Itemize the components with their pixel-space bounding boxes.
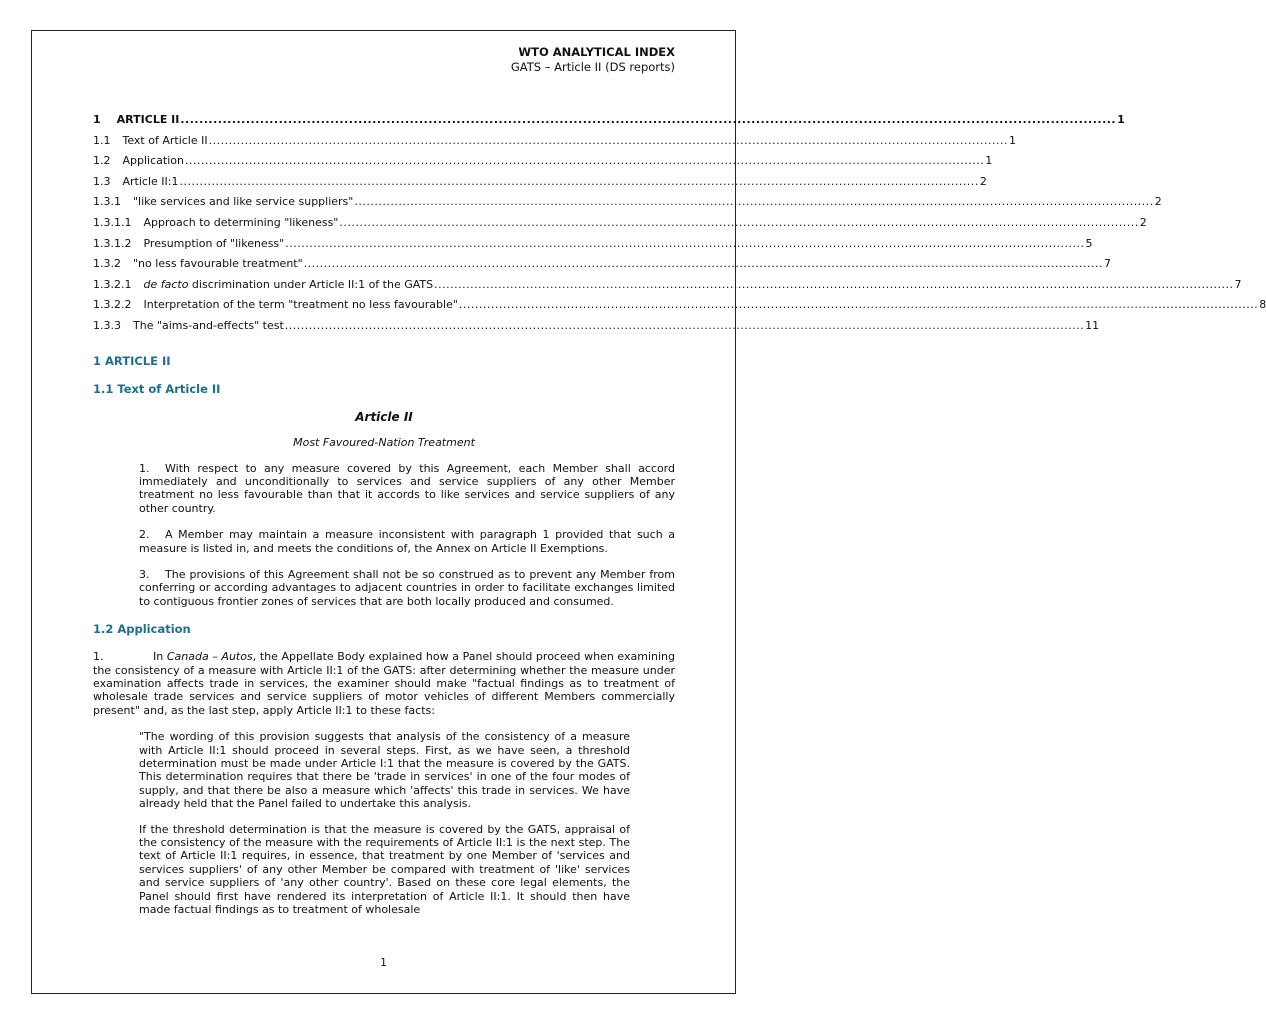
toc-entry[interactable] [93, 133, 1016, 155]
paragraph-text: A Member may maintain a measure inconsistent with paragraph 1 provided that such a measure is listed in, and meets the conditions of, the Annex on Article II Exemptions. [139, 528, 675, 555]
section-heading-text-of-article-ii: 1.1 Text of Article II [93, 381, 221, 396]
toc-entry-label [93, 113, 179, 126]
toc-entry-number: 1.1 [93, 133, 111, 147]
toc-entry[interactable] [93, 113, 1125, 134]
toc-entry-text: Interpretation of the term "treatment no less favourable" [143, 298, 458, 312]
toc-entry[interactable] [93, 215, 1147, 237]
toc-entry-text: ARTICLE II [116, 113, 180, 126]
toc-entry[interactable] [93, 174, 987, 196]
toc-entry-number: 1.3.1.1 [93, 215, 132, 229]
toc-entry-number: 1.3.2 [93, 257, 121, 271]
toc-entry-text: Article II:1 [122, 174, 179, 188]
toc-entry-number: 1.3.2.2 [93, 298, 132, 312]
block-quote-paragraph-2: If the threshold determination is that the measure is covered by the GATS, appraisal of the consistency of the measure with the requirements of Article II:1 is the next step. The text of Article II:1 requires, in essence, that treatment by one Member of 'services and services suppliers' of any other Member be compared with treatment of 'like' services and service suppliers of 'any other country'. Based on these core legal elements, the Panel should first have rendered its interpretation of Article II:1. It should then have made factual findings as to treatment of wholesale [139, 822, 630, 917]
toc-page-number: 1 [1008, 133, 1016, 147]
article-title: Article II [355, 409, 413, 424]
toc-dot-leader: ........................................................................................................................................................................................................ [285, 236, 1085, 250]
article-paragraph-2 [139, 528, 675, 555]
article-paragraph-3 [139, 568, 675, 608]
article-paragraph-1 [139, 462, 675, 516]
toc-page-number: 8 [1259, 298, 1266, 312]
toc-entry-text: The "aims-and-effects" test [133, 318, 284, 332]
toc-entry[interactable] [93, 236, 1093, 258]
toc-entry-text: discrimination under Article II:1 of the GATS [188, 277, 434, 291]
toc-page-number: 11 [1085, 318, 1100, 332]
paragraph-number: 1. [139, 461, 150, 475]
paragraph-text: With respect to any measure covered by this Agreement, each Member shall accord immediately and unconditionally to services and service suppliers of any other Member treatment no less favourable than that it accords to like services and service suppliers of any other country. [139, 461, 675, 515]
toc-entry-label [93, 298, 458, 311]
running-header [93, 45, 675, 75]
toc-dot-leader: ........................................................................................................................................................................................................ [303, 257, 1104, 271]
toc-entry[interactable] [93, 154, 993, 175]
toc-page-number: 7 [1104, 257, 1112, 271]
toc-entry-label [93, 175, 178, 188]
toc-entry-number: 1.3.1 [93, 195, 121, 209]
document-page [31, 30, 1266, 994]
section-heading-article-ii: 1 ARTICLE II [93, 353, 171, 368]
toc-entry[interactable] [93, 298, 1266, 319]
toc-page-number: 1 [1117, 113, 1125, 126]
toc-entry-label [93, 257, 303, 270]
paragraph-text: , the Appellate Body explained how a Panel should proceed when examining the consistency of a measure with Article II:1 of the GATS: after determining whether the measure under examination affects trade in services, the examiner should make "factual findings as to treatment of wholesale trade services and service suppliers of motor vehicles of different Members commercially present" and, as the last step, apply Article II:1 to these facts: [93, 650, 676, 717]
toc-page-number: 5 [1085, 236, 1093, 250]
paragraph-number: 1. [93, 650, 104, 664]
table-of-contents [93, 113, 1266, 340]
case-name: Canada – Autos [166, 650, 253, 664]
toc-entry-text: Presumption of "likeness" [143, 236, 285, 250]
toc-dot-leader: ........................................................................................................................................................................................................ [179, 174, 979, 188]
toc-dot-leader: ........................................................................................................................................................................................................ [339, 215, 1139, 229]
toc-page-number: 2 [979, 174, 987, 188]
toc-entry-number: 1.3.1.2 [93, 236, 132, 250]
toc-entry-number: 1 [93, 113, 101, 126]
toc-entry-number: 1.2 [93, 154, 111, 168]
toc-dot-leader: ........................................................................................................................................................................................................ [284, 318, 1085, 332]
toc-dot-leader: ........................................................................................................................................................................................................ [180, 113, 1117, 126]
toc-entry-text: Approach to determining "likeness" [143, 215, 339, 229]
page-number: 1 [380, 956, 387, 969]
toc-entry-text: "like services and like service suppliers" [133, 195, 354, 209]
toc-dot-leader: ........................................................................................................................................................................................................ [458, 298, 1259, 312]
toc-entry[interactable] [93, 195, 1162, 216]
page-content [93, 45, 1266, 917]
article-subtitle: Most Favoured-Nation Treatment [293, 435, 475, 449]
toc-page-number: 1 [985, 154, 993, 168]
toc-entry-number: 1.3 [93, 174, 111, 188]
toc-entry-label [93, 216, 338, 229]
toc-entry-text: Application [122, 154, 184, 168]
toc-entry-italic-text: de facto [143, 277, 189, 291]
toc-page-number: 2 [1154, 195, 1162, 209]
toc-entry-label [93, 134, 208, 147]
toc-entry-label [93, 237, 284, 250]
toc-dot-leader: ........................................................................................................................................................................................................ [184, 154, 985, 168]
paragraph-number: 2. [139, 528, 150, 542]
toc-entry-label [93, 195, 353, 208]
header-title: WTO ANALYTICAL INDEX [518, 45, 675, 59]
toc-entry-text: "no less favourable treatment" [133, 257, 303, 271]
toc-page-number: 2 [1139, 215, 1147, 229]
block-quote-paragraph-1: "The wording of this provision suggests that analysis of the consistency of a measure with Article II:1 should proceed in several steps. First, as we have seen, a threshold determination must be made under Article I:1 that the measure is covered by the GATS. This determination requires that there be 'trade in services' in one of the four modes of supply, and that there be also a measure which 'affects' this trade in services. We have already held that the Panel failed to undertake this analysis. [139, 730, 630, 811]
application-paragraph [93, 650, 675, 717]
toc-entry[interactable] [93, 318, 1100, 340]
section-heading-application: 1.2 Application [93, 622, 191, 637]
toc-entry-label [93, 278, 433, 291]
header-subtitle: GATS – Article II (DS reports) [510, 60, 675, 74]
toc-page-number: 7 [1234, 277, 1242, 291]
paragraph-text: The provisions of this Agreement shall not be so construed as to prevent any Member from conferring or according advantages to adjacent countries in order to facilitate exchanges limited to contiguous frontier zones of services that are both locally produced and consumed. [139, 567, 675, 608]
toc-entry-label [93, 319, 284, 332]
toc-entry[interactable] [93, 277, 1242, 299]
toc-dot-leader: ........................................................................................................................................................................................................ [208, 133, 1008, 147]
paragraph-number: 3. [139, 567, 150, 581]
toc-entry[interactable] [93, 257, 1112, 278]
toc-entry-number: 1.3.2.1 [93, 277, 132, 291]
toc-entry-label [93, 154, 184, 167]
toc-entry-number: 1.3.3 [93, 318, 121, 332]
paragraph-text-pre: In [153, 650, 167, 664]
toc-dot-leader: ........................................................................................................................................................................................................ [434, 277, 1234, 291]
toc-entry-text: Text of Article II [122, 133, 208, 147]
toc-dot-leader: ........................................................................................................................................................................................................ [354, 195, 1154, 209]
